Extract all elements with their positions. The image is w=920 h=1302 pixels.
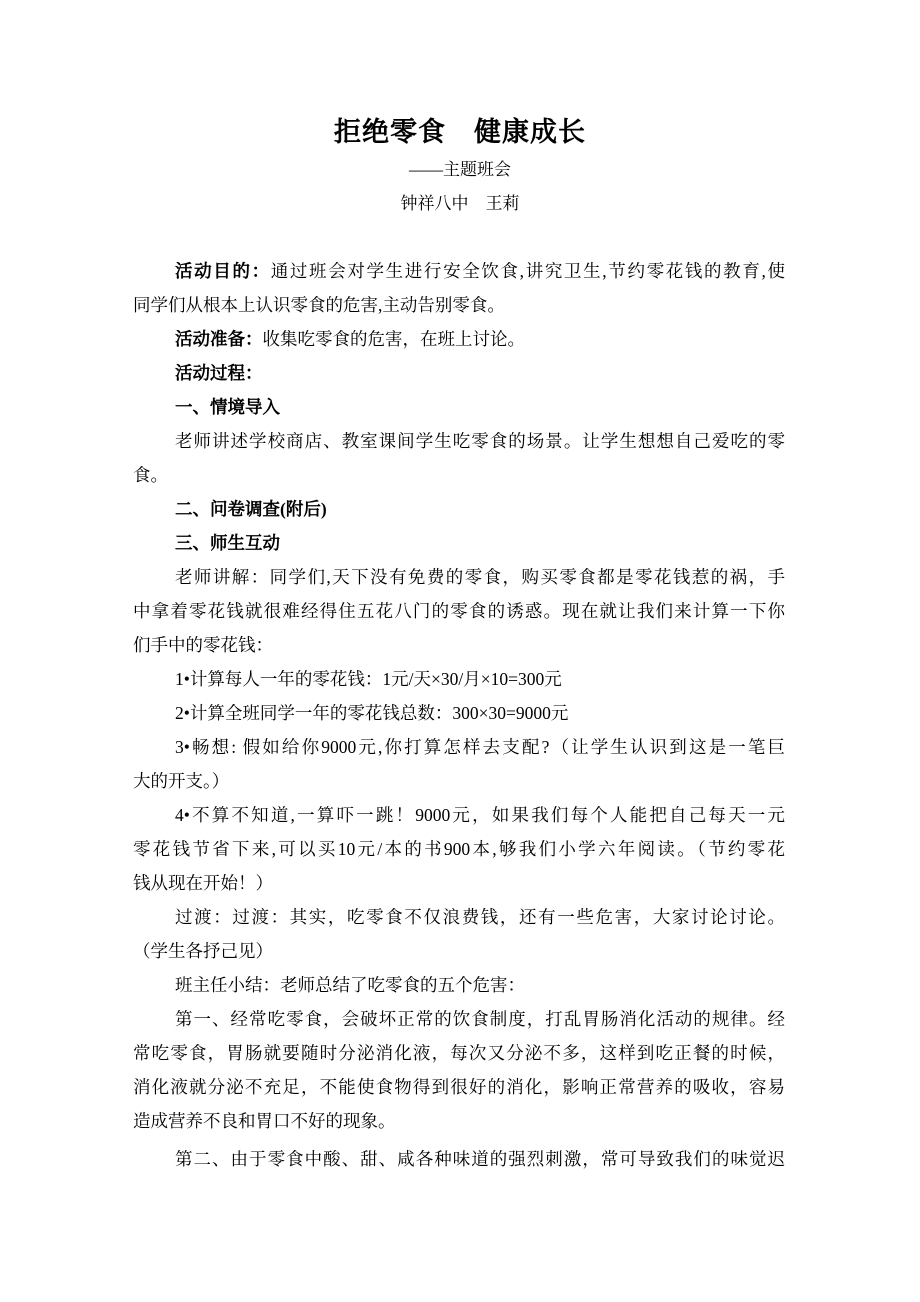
document-body (133, 254, 785, 1176)
paragraph-line (133, 1036, 785, 1070)
paragraph-label: 活动过程： (175, 363, 263, 383)
paragraph-line (133, 628, 785, 662)
paragraph-line (133, 1104, 785, 1138)
paragraph-line (133, 560, 785, 594)
section-heading: 三、师生互动 (175, 533, 280, 553)
paragraph-line (133, 1002, 785, 1036)
paragraph-text: 同学们从根本上认识零食的危害,主动告别零食。 (133, 295, 505, 315)
paragraph-line (133, 356, 785, 390)
title-part-2: 健康成长 (474, 117, 586, 147)
paragraph-line (133, 968, 785, 1002)
paragraph-line (133, 424, 785, 458)
paragraph-text: 收集吃零食的危害，在班上讨论。 (262, 329, 525, 349)
paragraph-text: 零花钱节省下来,可以买10元/本的书900本,够我们小学六年阅读。（节约零花 (133, 839, 785, 859)
paragraph-line (133, 1070, 785, 1104)
paragraph-text: 食。 (133, 465, 168, 485)
paragraph-line (133, 594, 785, 628)
paragraph-text: 大的开支。） (133, 771, 230, 791)
paragraph-text: 第二、由于零食中酸、甜、咸各种味道的强烈刺激，常可导致我们的味觉迟 (175, 1149, 785, 1169)
paragraph-line (133, 254, 785, 288)
paragraph-text: 3•畅想: 假如给你9000元,你打算怎样去支配?（让学生认识到这是一笔巨 (175, 737, 785, 757)
paragraph-text: 通过班会对学生进行安全饮食,讲究卫生,节约零花钱的教育,使 (270, 261, 786, 281)
paragraph-line (133, 764, 785, 798)
paragraph-text: 老师讲述学校商店、教室课间学生吃零食的场景。让学生想想自己爱吃的零 (175, 431, 785, 451)
paragraph-line (133, 662, 785, 696)
paragraph-text: 2•计算全班同学一年的零花钱总数：300×30=9000元 (175, 703, 569, 723)
paragraph-text: 们手中的零花钱： (133, 635, 273, 655)
paragraph-label: 活动目的： (175, 261, 271, 281)
paragraph-text: 1•计算每人一年的零花钱：1元/天×30/月×10=300元 (175, 669, 562, 689)
paragraph-text: 钱从现在开始！） (133, 873, 273, 893)
paragraph-text: 班主任小结：老师总结了吃零食的五个危害： (175, 975, 525, 995)
paragraph-text: 老师讲解：同学们,天下没有免费的零食，购买零食都是零花钱惹的祸，手 (175, 567, 785, 587)
paragraph-line (133, 696, 785, 730)
paragraph-label: 活动准备： (175, 329, 263, 349)
paragraph-line (133, 1142, 785, 1176)
paragraph-line (133, 730, 785, 764)
paragraph-text: 4•不算不知道,一算吓一跳！9000元，如果我们每个人能把自己每天一元 (175, 805, 785, 825)
paragraph-text: 常吃零食，胃肠就要随时分泌消化液，每次又分泌不多，这样到吃正餐的时候， (133, 1043, 785, 1063)
paragraph-text: 中拿着零花钱就很难经得住五花八门的零食的诱惑。现在就让我们来计算一下你 (133, 601, 785, 621)
paragraph-line (133, 322, 785, 356)
document-title (0, 110, 920, 149)
paragraph-line (133, 866, 785, 900)
subtitle: ——主题班会 (409, 160, 511, 179)
paragraph-text: 消化液就分泌不充足，不能使食物得到很好的消化，影响正常营养的吸收，容易 (133, 1077, 785, 1097)
paragraph-text: 第一、经常吃零食，会破坏正常的饮食制度，打乱胃肠消化活动的规律。经 (175, 1009, 785, 1029)
title-part-1: 拒绝零食 (334, 117, 446, 147)
paragraph-text: 造成营养不良和胃口不好的现象。 (133, 1111, 396, 1131)
author: 钟祥八中 王莉 (400, 194, 520, 213)
paragraph-line (133, 288, 785, 322)
paragraph-line (133, 832, 785, 866)
paragraph-text: 过渡：过渡：其实，吃零食不仅浪费钱，还有一些危害，大家讨论讨论。 (175, 907, 785, 927)
paragraph-text: （学生各抒己见） (133, 941, 273, 961)
section-heading: 一、情境导入 (175, 397, 280, 417)
paragraph-line (133, 934, 785, 968)
paragraph-line (133, 900, 785, 934)
paragraph-line (133, 798, 785, 832)
paragraph-line (133, 458, 785, 492)
section-heading: 二、问卷调查(附后) (175, 499, 327, 519)
